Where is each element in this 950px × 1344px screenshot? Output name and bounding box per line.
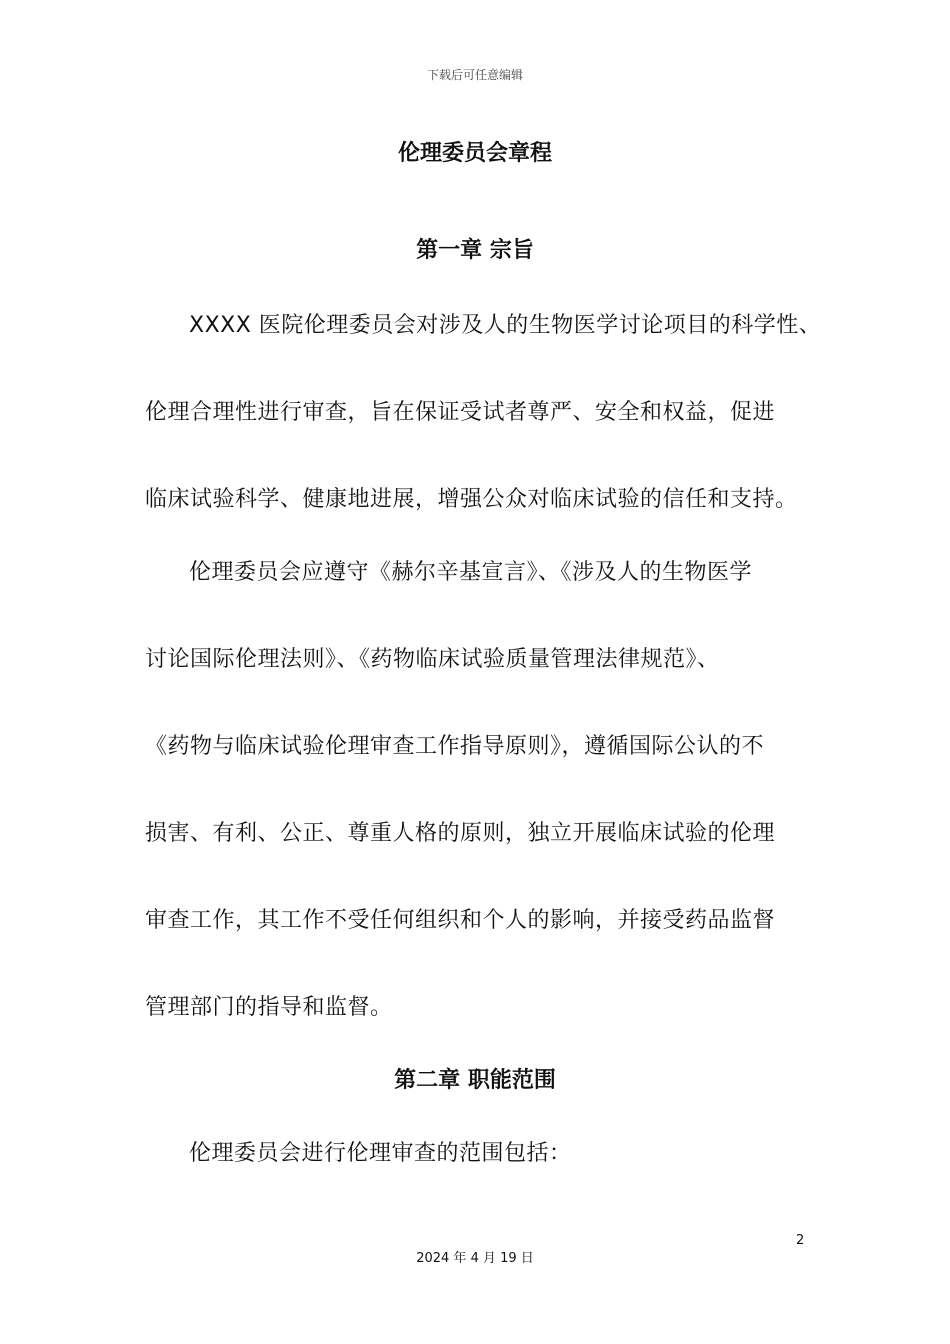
header-note: 下载后可任意编辑 [426,68,523,82]
paragraph-line: 审查工作，其工作不受任何组织和个人的影响，并接受药品监督 [145,908,776,933]
paragraph-line: 伦理委员会应遵守《赫尔辛基宣言》、《涉及人的生物医学 [189,560,753,585]
footer-date: 2024 年 4 月 19 日 [416,1251,534,1266]
paragraph-line: 伦理委员会进行伦理审查的范围包括： [189,1141,572,1166]
chapter-2-heading: 第二章 职能范围 [394,1068,556,1093]
paragraph-line: 临床试验科学、健康地进展，增强公众对临床试验的信任和支持。 [145,487,798,512]
paragraph-line: 讨论国际伦理法则》、《药物临床试验质量管理法律规范》、 [145,647,720,672]
paragraph-line: 伦理合理性进行审查，旨在保证受试者尊严、安全和权益，促进 [145,400,776,425]
page-number: 2 [796,1233,805,1248]
paragraph-line: 管理部门的指导和监督。 [145,995,393,1020]
document-title: 伦理委员会章程 [397,141,552,166]
paragraph-line: 损害、有利、公正、尊重人格的原则，独立开展临床试验的伦理 [145,821,776,846]
paragraph-line: 《药物与临床试验伦理审查工作指导原则》，遵循国际公认的不 [145,734,765,759]
chapter-1-heading: 第一章 宗旨 [416,238,534,263]
paragraph-line: XXXX 医院伦理委员会对涉及人的生物医学讨论项目的科学性、 [189,313,822,338]
